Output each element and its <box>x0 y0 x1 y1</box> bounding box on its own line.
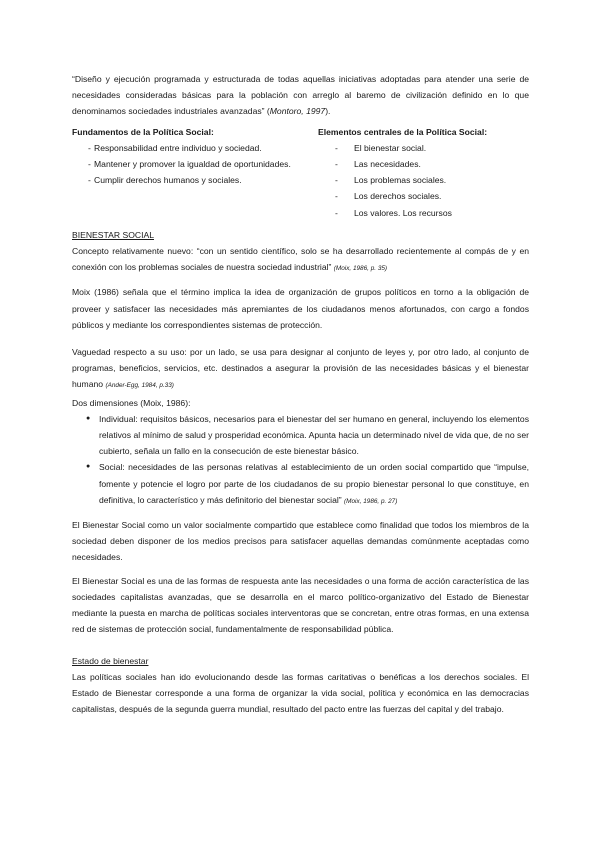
valor-paragraph: El Bienestar Social como un valor socialmente compartido que establece como finalidad que todos los miembros de la sociedad deben disponer de los medios precisos para satisfacer aquellas demandas comúnmente aceptadas como necesidades. <box>72 520 529 563</box>
estado-heading: Estado de bienestar <box>72 655 149 666</box>
vaguedad-paragraph: Vaguedad respecto a su uso: por un lado, se usa para designar al conjunto de leyes y, por otro lado, al conjunto de programas, beneficios, servicios, etc. destinados a asegurar la provisión de las necesidades básicas y el bienestar humano (Ander-Egg, 1984, p.33) <box>72 347 529 390</box>
estado-paragraph: Las políticas sociales han ido evolucionando desde las formas caritativas o benéficas a los derechos sociales. El Estado de Bienestar corresponde a una forma de organizar la vida social, política y económica en las democracias capitalistas, después de la segunda guerra mundial, resultado del pacto entre las fuerzas del capital y del trabajo. <box>72 671 529 715</box>
document-body <box>72 71 529 717</box>
dimensiones-list-wrapper <box>72 411 529 510</box>
list-item: - Cumplir derechos humanos y sociales. <box>72 172 318 188</box>
list-item: - Los problemas sociales. <box>318 172 529 188</box>
list-item: - Los valores. Los recursos <box>318 205 529 221</box>
fundamentos-column <box>72 124 318 221</box>
dimensiones-label: Dos dimensiones (Moix, 1986): <box>72 397 191 408</box>
elementos-list <box>318 140 529 221</box>
list-item-social: ● Social: necesidades de las personas relativas al establecimiento de un orden social compartido que “impulse, fomente y potencie el logro por parte de los ciudadanos de su propio bienestar personal lo que constituye, en definitiva, lo característico y más definitorio del bienestar social” (Moix, 1986, p. 27) <box>88 459 529 510</box>
concepto-citation: (Moix, 1986, p. 35) <box>333 265 388 273</box>
intro-quote: “Diseño y ejecución programada y estructurada de todas aquellas iniciativas adoptadas para atender una serie de necesidades consideradas básicas para la población con arreglo al baremo de civilización definido en lo que denominamos sociedades industriales avanzadas” (Montoro, 1997). <box>72 74 529 117</box>
policy-columns <box>72 124 529 221</box>
dimensiones-list <box>88 411 529 510</box>
list-item: - Las necesidades. <box>318 156 529 172</box>
list-item: - El bienestar social. <box>318 140 529 156</box>
bienestar-heading: BIENESTAR SOCIAL <box>72 229 154 240</box>
social-citation: (Moix, 1986, p. 27) <box>344 497 398 505</box>
intro-citation: Montoro, 1997 <box>269 106 326 117</box>
list-item: - Los derechos sociales. <box>318 188 529 204</box>
formas-paragraph: El Bienestar Social es una de las formas de respuesta ante las necesidades o una forma de acción característica de las sociedades capitalistas avanzadas, que se desarrolla en el marco político-organizativo del Estado de Bienestar mediante la puesta en marcha de políticas sociales interventoras que se concretan, entre otras formas, en una extensa red de sistemas de protección social, fundamentalmente de responsabilidad pública. <box>72 575 529 635</box>
fundamentos-title: Fundamentos de la Política Social: <box>72 126 214 137</box>
list-item: - Mantener y promover la igualdad de oportunidades. <box>72 156 318 172</box>
fundamentos-list <box>72 140 318 189</box>
moix-paragraph: Moix (1986) señala que el término implica la idea de organización de grupos políticos en torno a la obligación de proveer y satisfacer las necesidades más apremiantes de los ciudadanos menos afortunados, con cargo a fondos públicos y mediante los correspondientes sistemas de protección. <box>72 287 529 330</box>
list-item-individual: ● Individual: requisitos básicos, necesarios para el bienestar del ser humano en general, incluyendo los elementos relativos al mínimo de salud y prosperidad económica. Apunta hacia un determinado nivel de vida que, de no ser cubierto, señala un fallo en la consecución de este bienestar básico. <box>88 411 529 460</box>
elementos-title: Elementos centrales de la Política Social: <box>318 126 488 137</box>
list-item: - Responsabilidad entre individuo y sociedad. <box>72 140 318 156</box>
vaguedad-citation: (Ander-Egg, 1984, p.33) <box>105 382 174 390</box>
concepto-paragraph: Concepto relativamente nuevo: “con un sentido científico, solo se ha desarrollado recientemente al compás de y en conexión con los problemas sociales de nuestra sociedad industrial” (Moix, 1986, p. 35) <box>72 246 529 273</box>
elementos-column <box>318 124 529 221</box>
